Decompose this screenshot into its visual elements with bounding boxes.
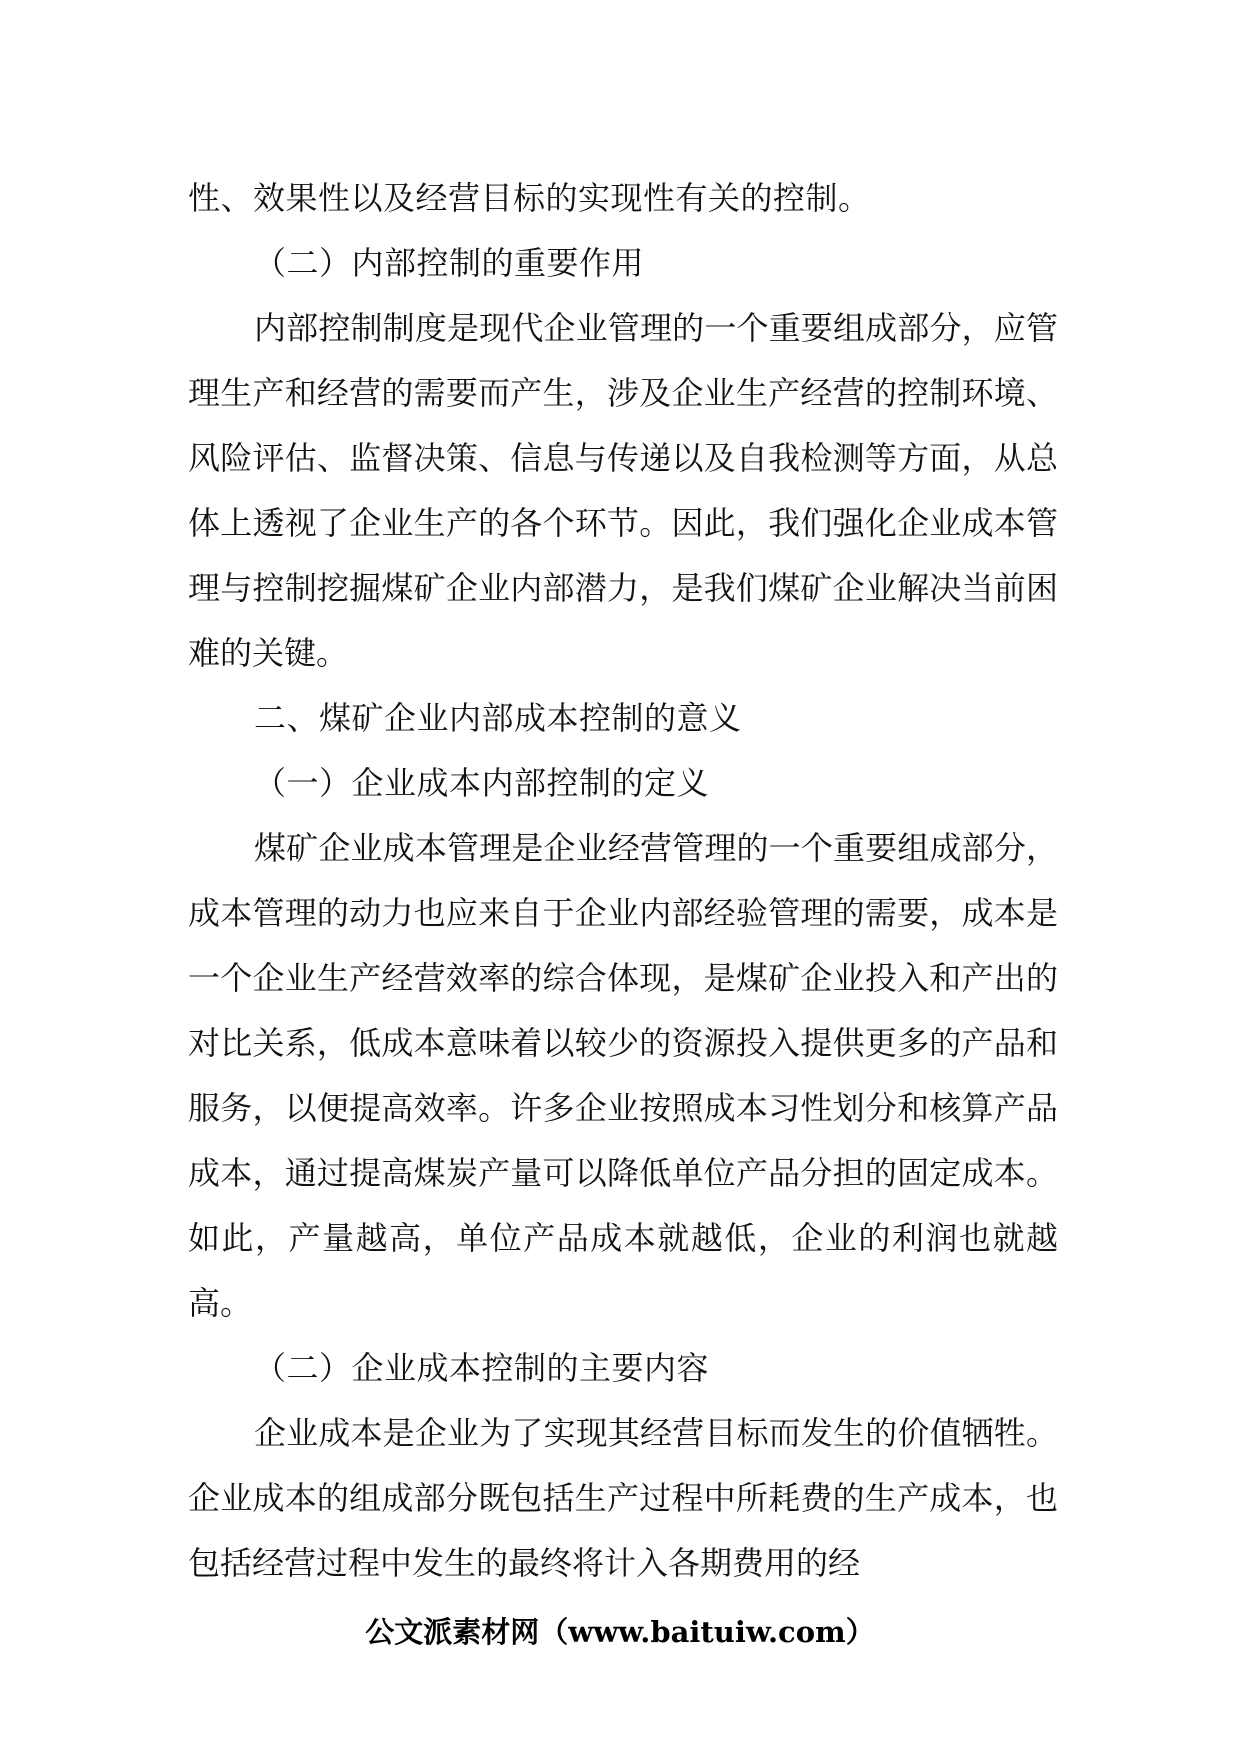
- section-heading-cost-control-meaning: 二、煤矿企业内部成本控制的意义: [254, 699, 742, 737]
- subheading-cost-control-content: （二）企业成本控制的主要内容: [254, 1349, 710, 1387]
- paragraph-continuation: 性、效果性以及经营目标的实现性有关的控制。: [188, 179, 871, 217]
- footer-watermark: 公文派素材网（www.baituiw.com）: [365, 1615, 875, 1649]
- paragraph-internal-control: 内部控制制度是现代企业管理的一个重要组成部分，应管理生产和经营的需要而产生，涉及企业生产经营的控制环境、风险评估、监督决策、信息与传递以及自我检测等方面，从总体上透视了企业生产的各个环节。因此，我们强化企业成本管理与控制挖掘煤矿企业内部潜力，是我们煤矿企业解决当前困难的关键。: [188, 309, 1058, 672]
- document-body: [188, 166, 1058, 1596]
- subheading-cost-control-definition: （一）企业成本内部控制的定义: [254, 764, 710, 802]
- paragraph-enterprise-cost: 企业成本是企业为了实现其经营目标而发生的价值牺牲。企业成本的组成部分既包括生产过程中所耗费的生产成本，也包括经营过程中发生的最终将计入各期费用的经: [188, 1414, 1058, 1582]
- subheading-internal-control-role: （二）内部控制的重要作用: [254, 244, 645, 282]
- paragraph-cost-management: 煤矿企业成本管理是企业经营管理的一个重要组成部分，成本管理的动力也应来自于企业内部经验管理的需要，成本是一个企业生产经营效率的综合体现，是煤矿企业投入和产出的对比关系，低成本意味着以较少的资源投入提供更多的产品和服务，以便提高效率。许多企业按照成本习性划分和核算产品成本，通过提高煤炭产量可以降低单位产品分担的固定成本。如此，产量越高，单位产品成本就越低，企业的利润也就越高。: [188, 829, 1058, 1322]
